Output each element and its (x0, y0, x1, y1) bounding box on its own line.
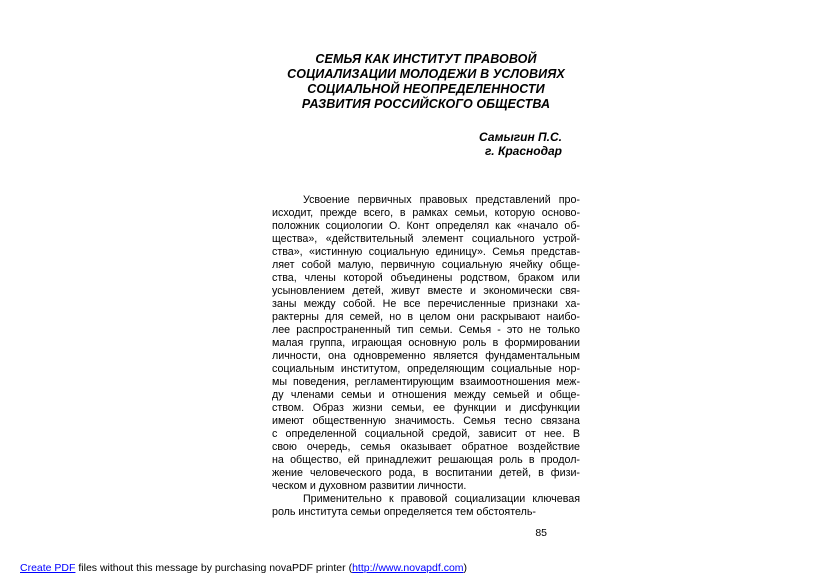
text-line: СЕМЬЯ КАК ИНСТИТУТ ПРАВОВОЙ (315, 52, 537, 66)
text-line: лее распространенный тип семьи. Семья - это не только (272, 324, 580, 336)
article-body (272, 194, 580, 519)
novapdf-url-link[interactable]: http://www.novapdf.com (352, 562, 464, 574)
text-line: свою очередь, семья оказывает обратное воздействие (272, 441, 580, 453)
paragraph-1 (272, 194, 580, 493)
text-line: с определенной социальной средой, зависит от нее. В (272, 428, 580, 440)
text-line: личности, она одновременно является фундаментальным (272, 350, 580, 362)
text-line: рактерны для семей, но в целом они раскрывают наибо- (272, 311, 580, 323)
text-line: Применительно к правовой социализации ключевая (303, 493, 580, 505)
text-column (272, 0, 580, 540)
page-number: 85 (535, 527, 547, 539)
text-line: роль института семьи определяется тем обстоятель- (272, 506, 536, 518)
text-line: СОЦИАЛЬНОЙ НЕОПРЕДЕЛЕННОСТИ (307, 82, 545, 96)
text-line: СОЦИАЛИЗАЦИИ МОЛОДЕЖИ В УСЛОВИЯХ (287, 67, 565, 81)
text-line: мы поведения, регламентирующим взаимоотношения меж- (272, 376, 580, 388)
text-line: ства, члены которой объединены родством, браком или (272, 272, 580, 284)
text-line: положник социологии О. Конт определял как «начало об- (272, 220, 580, 232)
text-line: РАЗВИТИЯ РОССИЙСКОГО ОБЩЕСТВА (301, 97, 551, 111)
author-city: г. Краснодар (485, 144, 562, 158)
text-line: щества», «действительный элемент социального устрой- (272, 233, 580, 245)
text-line: ду членами семьи и отношения между семьей и обще- (272, 389, 580, 401)
text-line: ляет собой малую, первичную социальную ячейку обще- (272, 259, 580, 271)
text-line: Усвоение первичных правовых представлений про- (303, 194, 580, 206)
text-line: исходит, прежде всего, в рамках семьи, которую осново- (272, 207, 580, 219)
text-line: ством. Образ жизни семьи, ее функции и дисфункции (272, 402, 580, 414)
create-pdf-link[interactable]: Create PDF (20, 562, 76, 574)
text-line: ства», «истинную социальную единицу». Семья представ- (272, 246, 580, 258)
text-line: имеют общественную значимость. Семья тесно связана (272, 415, 580, 427)
novapdf-footer (20, 562, 467, 575)
author-block (272, 130, 580, 158)
text-line: социальным институтом, определяющим социальные нор- (272, 363, 580, 375)
text-line: жение человеческого рода, в воспитании детей, в физи- (272, 467, 580, 479)
article-title (272, 52, 580, 112)
footer-text: files without this message by purchasing novaPDF printer ( (75, 562, 353, 574)
text-line: усыновлением детей, живут вместе и экономически свя- (272, 285, 580, 297)
text-line: малая группа, играющая основную роль в формировании (272, 337, 580, 349)
text-line: на общество, ей принадлежит решающая роль в продол- (272, 454, 580, 466)
author-name: Самыгин П.С. (478, 130, 562, 144)
text-line: заны между собой. Не все перечисленные признаки ха- (272, 298, 580, 310)
text-line: ческом и духовном развитии личности. (272, 480, 467, 492)
paragraph-2 (272, 493, 580, 519)
footer-text-end: ) (463, 562, 468, 574)
